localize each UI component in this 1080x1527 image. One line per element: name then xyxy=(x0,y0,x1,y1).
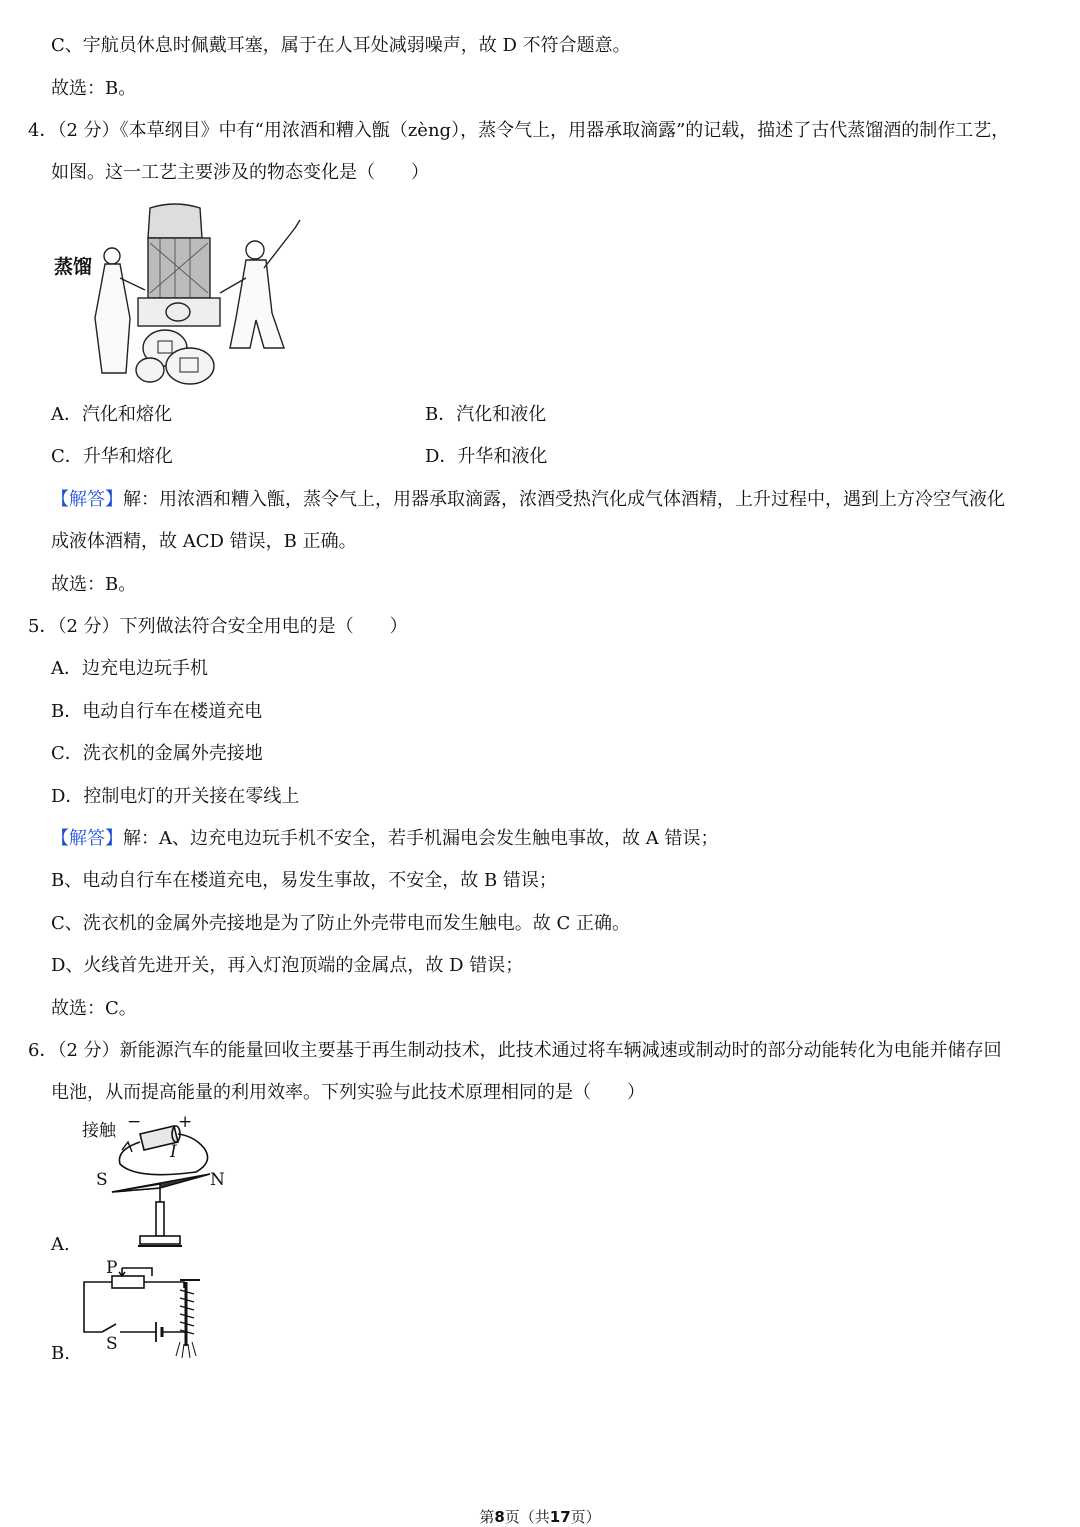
question-5-option-d: D．控制电灯的开关接在零线上 xyxy=(51,786,300,807)
question-5-stem: 5．（2 分）下列做法符合安全用电的是（ ） xyxy=(28,616,408,637)
question-4-option-c: C．升华和熔化 xyxy=(51,446,173,467)
question-5-answer xyxy=(51,827,718,851)
question-4-option-d: D．升华和液化 xyxy=(425,446,548,467)
figure-a-oersted-experiment xyxy=(76,1112,236,1254)
question-6-option-a: A. xyxy=(51,1234,70,1255)
question-6-stem: 6．（2 分）新能源汽车的能量回收主要基于再生制动技术，此技术通过将车辆减速或制动时的部分动能转化为电能并储存回 xyxy=(28,1040,1002,1061)
prev-answer-selection: 故选：B。 xyxy=(51,78,137,99)
question-4-answer xyxy=(51,488,1005,512)
footer-mid: 页（共 xyxy=(504,1508,550,1526)
question-6-option-b: B. xyxy=(51,1343,70,1364)
question-5-answer-b: B、电动自行车在楼道充电，易发生事故，不安全，故 B 错误； xyxy=(51,870,557,891)
question-4-stem: 4．（2 分）《本草纲目》中有“用浓酒和糟入甑（zèng），蒸令气上，用器承取滴露”的记载，描述了古代蒸馏酒的制作工艺， xyxy=(28,120,1010,141)
question-6-stem-cont: 电池，从而提高能量的利用效率。下列实验与此技术原理相同的是（ ） xyxy=(51,1082,645,1103)
north-pole-label: N xyxy=(210,1170,225,1190)
distillation-illustration xyxy=(50,198,305,390)
footer-page-number: 8 xyxy=(494,1508,505,1526)
question-5-answer-d: D、火线首先进开关，再入灯泡顶端的金属点，故 D 错误； xyxy=(51,955,524,976)
question-5-option-a: A．边充电边玩手机 xyxy=(51,658,208,679)
answer-text: 解：A、边充电边玩手机不安全，若手机漏电会发生触电事故，故 A 错误； xyxy=(123,828,719,849)
switch-label: S xyxy=(106,1334,118,1354)
question-4-option-a: A．汽化和熔化 xyxy=(51,404,172,425)
question-4-stem-cont: 如图。这一工艺主要涉及的物态变化是（ ） xyxy=(51,162,429,183)
question-4-selection: 故选：B。 xyxy=(51,574,137,595)
current-symbol: I xyxy=(170,1142,177,1162)
question-5-option-b: B．电动自行车在楼道充电 xyxy=(51,701,263,722)
question-5-option-c: C．洗衣机的金属外壳接地 xyxy=(51,743,263,764)
page-footer xyxy=(0,1506,1080,1527)
question-5-selection: 故选：C。 xyxy=(51,998,137,1019)
minus-sign: − xyxy=(127,1112,142,1132)
distillation-label: 蒸馏 xyxy=(54,256,93,278)
prev-answer-option-c: C、宇航员休息时佩戴耳塞，属于在人耳处减弱噪声，故 D 不符合题意。 xyxy=(51,35,631,56)
answer-text: 解：用浓酒和糟入甑，蒸令气上，用器承取滴露，浓酒受热汽化成气体酒精，上升过程中，遇到上方冷空气液化 xyxy=(123,489,1005,510)
question-4-option-b: B．汽化和液化 xyxy=(425,404,547,425)
plus-sign: + xyxy=(178,1112,193,1132)
answer-tag: 【解答】 xyxy=(51,828,123,849)
question-4-answer-cont: 成液体酒精，故 ACD 错误，B 正确。 xyxy=(51,531,357,552)
question-5-answer-c: C、洗衣机的金属外壳接地是为了防止外壳带电而发生触电。故 C 正确。 xyxy=(51,913,630,934)
figure-b-electromagnet-circuit xyxy=(76,1258,216,1362)
footer-suffix: 页） xyxy=(570,1508,601,1526)
rheostat-slider-label: P xyxy=(106,1258,118,1278)
footer-total-pages: 17 xyxy=(549,1508,571,1526)
contact-label: 接触 xyxy=(82,1121,116,1141)
answer-tag: 【解答】 xyxy=(51,489,123,510)
south-pole-label: S xyxy=(96,1170,108,1190)
footer-prefix: 第 xyxy=(479,1508,495,1526)
